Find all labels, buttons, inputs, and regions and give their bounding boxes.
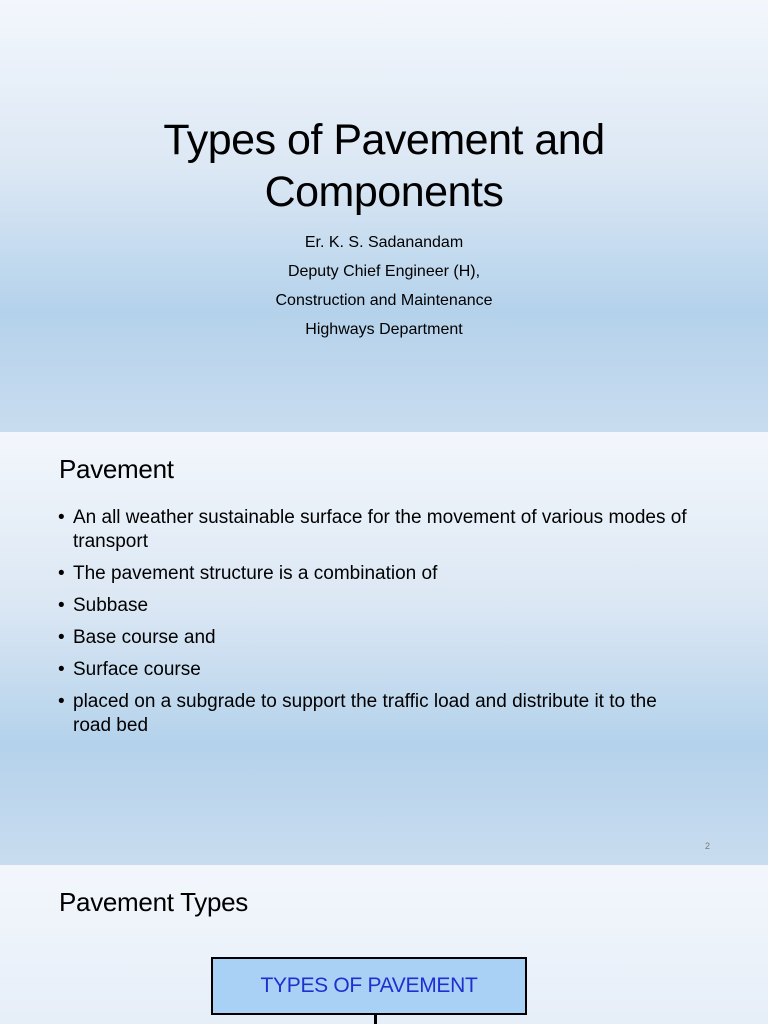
diagram-root-node xyxy=(211,957,527,1015)
bullet-icon: • xyxy=(58,691,65,712)
list-item xyxy=(58,626,698,650)
bullet-text: Subbase xyxy=(73,595,149,616)
slide-heading: Pavement xyxy=(59,454,174,484)
page-number: 2 xyxy=(704,841,710,851)
bullet-icon: • xyxy=(58,595,65,616)
bullet-text: Surface course xyxy=(73,659,201,680)
presenter-department: Highways Department xyxy=(305,321,463,338)
bullet-text: An all weather sustainable surface for the movement of various modes of transport xyxy=(73,507,687,552)
list-item xyxy=(58,690,698,738)
slide-title xyxy=(0,0,768,432)
list-item xyxy=(58,658,698,682)
bullet-icon: • xyxy=(58,507,65,528)
diagram-connector xyxy=(374,1015,377,1024)
list-item xyxy=(58,594,698,618)
list-item xyxy=(58,562,698,586)
presenter-designation: Deputy Chief Engineer (H), xyxy=(287,263,481,280)
presenter-info xyxy=(0,228,768,344)
title-line-2: Components xyxy=(264,168,504,216)
bullet-icon: • xyxy=(58,659,65,680)
bullet-text: The pavement structure is a combination of xyxy=(73,563,438,584)
list-item xyxy=(58,506,698,554)
slide-pavement xyxy=(0,432,768,865)
presenter-wing: Construction and Maintenance xyxy=(275,292,493,309)
slide-pavement-types xyxy=(0,865,768,1024)
bullet-text: Base course and xyxy=(73,627,216,648)
title-line-1: Types of Pavement and xyxy=(163,116,605,164)
presenter-name: Er. K. S. Sadanandam xyxy=(304,234,464,251)
diagram-node-label: TYPES OF PAVEMENT xyxy=(260,974,478,997)
bullet-icon: • xyxy=(58,627,65,648)
slide-heading: Pavement Types xyxy=(59,887,248,917)
bullet-list xyxy=(58,506,698,746)
presentation-title xyxy=(0,114,768,218)
bullet-text: placed on a subgrade to support the traffic load and distribute it to the road bed xyxy=(73,691,657,736)
bullet-icon: • xyxy=(58,563,65,584)
